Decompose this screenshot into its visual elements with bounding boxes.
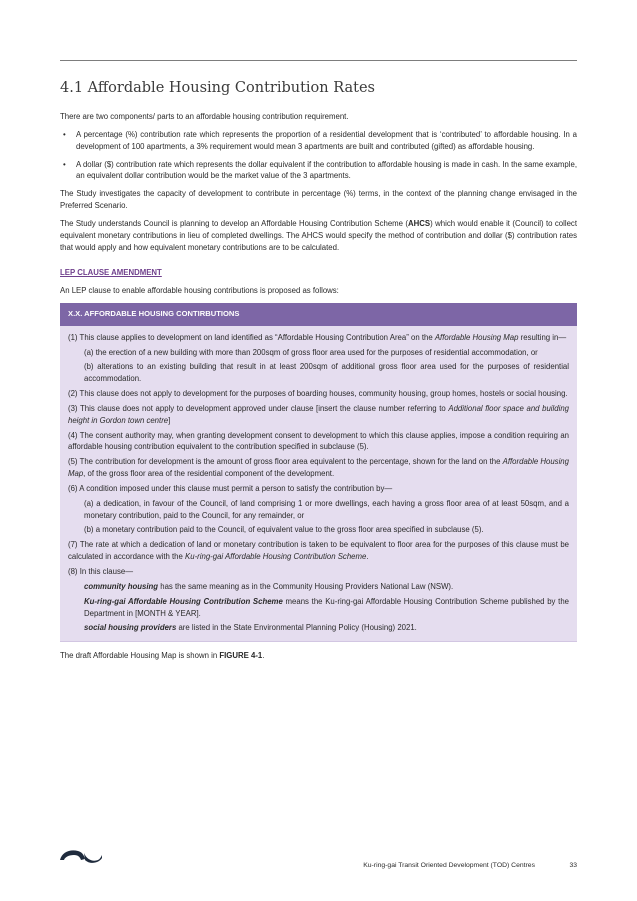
definition-social-housing-providers: social housing providers are listed in the State Environmental Planning Policy (Housing) 2021.	[84, 623, 417, 633]
ahcs-paragraph: The Study understands Council is planning to develop an Affordable Housing Contribution Scheme (AHCS) which would enable it (Council) to collect equivalent monetary contributions in lieu of completed dwellings. The AHCS would specify the method of contribution and dollar ($) contribution rates that would apply and how equivalent monetary contributions are to be calculated.	[60, 218, 577, 252]
footer-title: Ku-ring-gai Transit Oriented Development (TOD) Centres	[363, 862, 535, 869]
contribution-components-list	[60, 129, 577, 182]
clause-body	[60, 326, 577, 643]
section-heading: 4.1 Affordable Housing Contribution Rates	[60, 80, 375, 96]
figure-reference: The draft Affordable Housing Map is shown in FIGURE 4-1.	[60, 651, 265, 661]
clause-2: (2) This clause does not apply to development for the purposes of boarding houses, community housing, group homes, hostels or social housing.	[68, 389, 568, 399]
list-item: • A dollar ($) contribution rate which represents the dollar equivalent if the contribution to affordable housing is made in cash. In the same example, an equivalent dollar contribution would be the market value of the 3 apartments.	[63, 159, 577, 181]
clause-box	[60, 303, 577, 642]
logo-icon	[60, 848, 102, 864]
page-number: 33	[569, 862, 577, 869]
intro-paragraph: There are two components/ parts to an affordable housing contribution requirement.	[60, 112, 349, 121]
clause-5: (5) The contribution for development is the amount of gross floor area equivalent to the percentage, shown for the land on the Affordable Housing Map, of the gross floor area of the residential component of the development.	[68, 457, 569, 479]
lep-clause-amendment-link[interactable]: LEP CLAUSE AMENDMENT	[60, 268, 162, 278]
section-intro: An LEP clause to enable affordable housing contributions is proposed as follows:	[60, 286, 339, 296]
body-text	[60, 111, 577, 668]
list-item: • A percentage (%) contribution rate which represents the proportion of a residential development that is ‘contributed’ to affordable housing. In a development of 100 apartments, a 3% requirement would mean 3 apartments are built and contributed (gifted) as affordable housing.	[63, 129, 577, 151]
clause-6a: (a) a dedication, in favour of the Council, of land comprising 1 or more dwellings, each having a gross floor area of at least 50sqm, and a monetary contribution, paid to the Council, for any remainder, or	[84, 498, 569, 520]
definition-ahcs: Ku-ring-gai Affordable Housing Contribution Scheme means the Ku-ring-gai Affordable Housing Contribution Scheme published by the Department in [MONTH & YEAR].	[84, 596, 570, 618]
clause-6b: (b) a monetary contribution paid to the Council, of equivalent value to the gross floor area specified in subclause (5).	[84, 525, 484, 535]
bullet-icon: •	[63, 159, 66, 169]
study-paragraph: The Study investigates the capacity of development to contribute in percentage (%) terms, in the context of the planning change envisaged in the Preferred Scenario.	[60, 189, 577, 211]
clause-1: (1) This clause applies to development on land identified as “Affordable Housing Contribution Area” on the Affordable Housing Map resulting in—	[68, 332, 567, 342]
clause-6: (6) A condition imposed under this clause must permit a person to satisfy the contribution by—	[68, 483, 393, 493]
clause-8: (8) In this clause—	[68, 567, 133, 576]
clause-1b: (b) alterations to an existing building that result in at least 200sqm of additional gross floor area used for the purposes of residential accommodation.	[84, 362, 569, 384]
definition-community-housing: community housing has the same meaning as in the Community Housing Providers National Law (NSW).	[84, 581, 454, 591]
clause-3: (3) This clause does not apply to development approved under clause [insert the clause number referring to Additional floor space and building height in Gordon town centre]	[68, 403, 569, 425]
bullet-icon: •	[63, 129, 66, 139]
clause-4: (4) The consent authority may, when granting development consent to development to which this clause applies, impose a condition requiring an affordable housing contribution equivalent to the contribution specified in subclause (5).	[68, 430, 569, 452]
clause-7: (7) The rate at which a dedication of land or monetary contribution is taken to be equivalent to floor area for the purposes of this clause must be calculated in accordance with the Ku-ring-gai Affordable Housing Contribution Scheme.	[68, 540, 569, 562]
top-rule	[60, 60, 577, 61]
clause-title: X.X. AFFORDABLE HOUSING CONTIRBUTIONS	[60, 303, 577, 326]
clause-1a: (a) the erection of a new building with more than 200sqm of gross floor area used for the purposes of residential accommodation, or	[84, 347, 538, 357]
